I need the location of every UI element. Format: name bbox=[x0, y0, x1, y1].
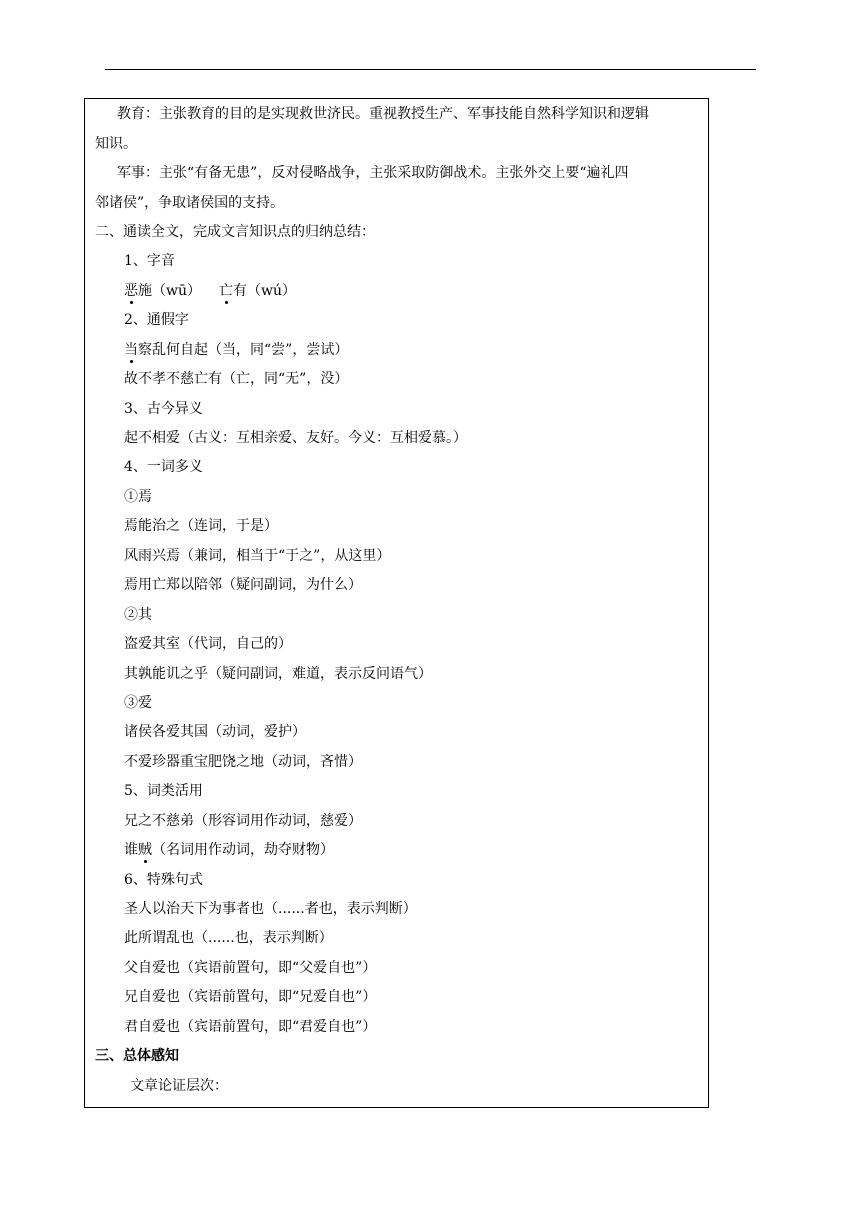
example-line: 盗爱其室（代词，自己的） bbox=[124, 636, 292, 652]
dotted-char: 贼 bbox=[138, 842, 152, 858]
example-line: 君自爱也（宾语前置句，即“君爱自也”） bbox=[124, 1019, 377, 1035]
pronunciation-line bbox=[124, 281, 296, 301]
text-line: 军事：主张“有备无患”，反对侵略战争，主张采取防御战术。主张外交上要“遍礼四 bbox=[117, 165, 629, 181]
example-line: 其孰能讥之乎（疑问副词，难道，表示反问语气） bbox=[124, 666, 432, 682]
text-line: 邻诸侯”，争取诸侯国的支持。 bbox=[95, 195, 285, 211]
section-heading: 三、总体感知 bbox=[95, 1048, 179, 1064]
example-line: 焉能治之（连词，于是） bbox=[124, 518, 278, 534]
section-heading: 二、通读全文，完成文言知识点的归纳总结： bbox=[95, 224, 375, 240]
example-text: 谁 bbox=[124, 842, 138, 858]
dotted-char: 当 bbox=[124, 342, 138, 358]
text-line: 知识。 bbox=[95, 136, 137, 152]
example-line: 不爱珍器重宝肥饶之地（动词，吝惜） bbox=[124, 754, 362, 770]
dotted-char: 恶 bbox=[124, 283, 138, 299]
subheading: 5、词类活用 bbox=[124, 783, 203, 799]
header-rule bbox=[105, 69, 756, 70]
example-line: 兄之不慈弟（形容词用作动词，慈爱） bbox=[124, 813, 362, 829]
subheading: 4、一词多义 bbox=[124, 459, 203, 475]
example-line: 圣人以治天下为事者也（......者也，表示判断） bbox=[124, 901, 417, 917]
sub-item-heading: ③爱 bbox=[124, 695, 152, 711]
subheading: 3、古今异义 bbox=[124, 401, 203, 417]
subheading: 2、通假字 bbox=[124, 312, 189, 328]
text-line: 教育：主张教育的目的是实现救世济民。重视教授生产、军事技能自然科学知识和逻辑 bbox=[117, 106, 649, 122]
example-line: 兄自爱也（宾语前置句，即“兄爱自也”） bbox=[124, 989, 377, 1005]
sub-item-heading: ①焉 bbox=[124, 489, 152, 505]
content-box bbox=[84, 98, 709, 1108]
subheading: 1、字音 bbox=[124, 253, 175, 269]
example-line: 焉用亡郑以陪邻（疑问副词，为什么） bbox=[124, 577, 362, 593]
subheading: 6、特殊句式 bbox=[124, 872, 203, 888]
example-line bbox=[124, 340, 348, 360]
example-line: 故不孝不慈亡有（亡，同“无”，没） bbox=[124, 371, 349, 387]
example-line bbox=[124, 840, 334, 860]
example-line: 风雨兴焉（兼词，相当于“于之”，从这里） bbox=[124, 548, 391, 564]
pronunciation-text: 施（wū） bbox=[138, 283, 201, 299]
example-line: 诸侯各爱其国（动词，爱护） bbox=[124, 724, 306, 740]
example-line: 父自爱也（宾语前置句，即“父爱自也”） bbox=[124, 960, 377, 976]
example-line: 此所谓乱也（......也，表示判断） bbox=[124, 930, 333, 946]
dotted-char: 亡 bbox=[219, 283, 233, 299]
text-line: 文章论证层次： bbox=[130, 1078, 228, 1094]
example-text: 察乱何自起（当，同“尝”，尝试） bbox=[138, 342, 349, 358]
pronunciation-text: 有（wú） bbox=[233, 283, 296, 299]
sub-item-heading: ②其 bbox=[124, 607, 152, 623]
example-line: 起不相爱（古义：互相亲爱、友好。今义：互相爱慕。） bbox=[124, 430, 467, 446]
example-text: （名词用作动词，劫夺财物） bbox=[152, 842, 334, 858]
